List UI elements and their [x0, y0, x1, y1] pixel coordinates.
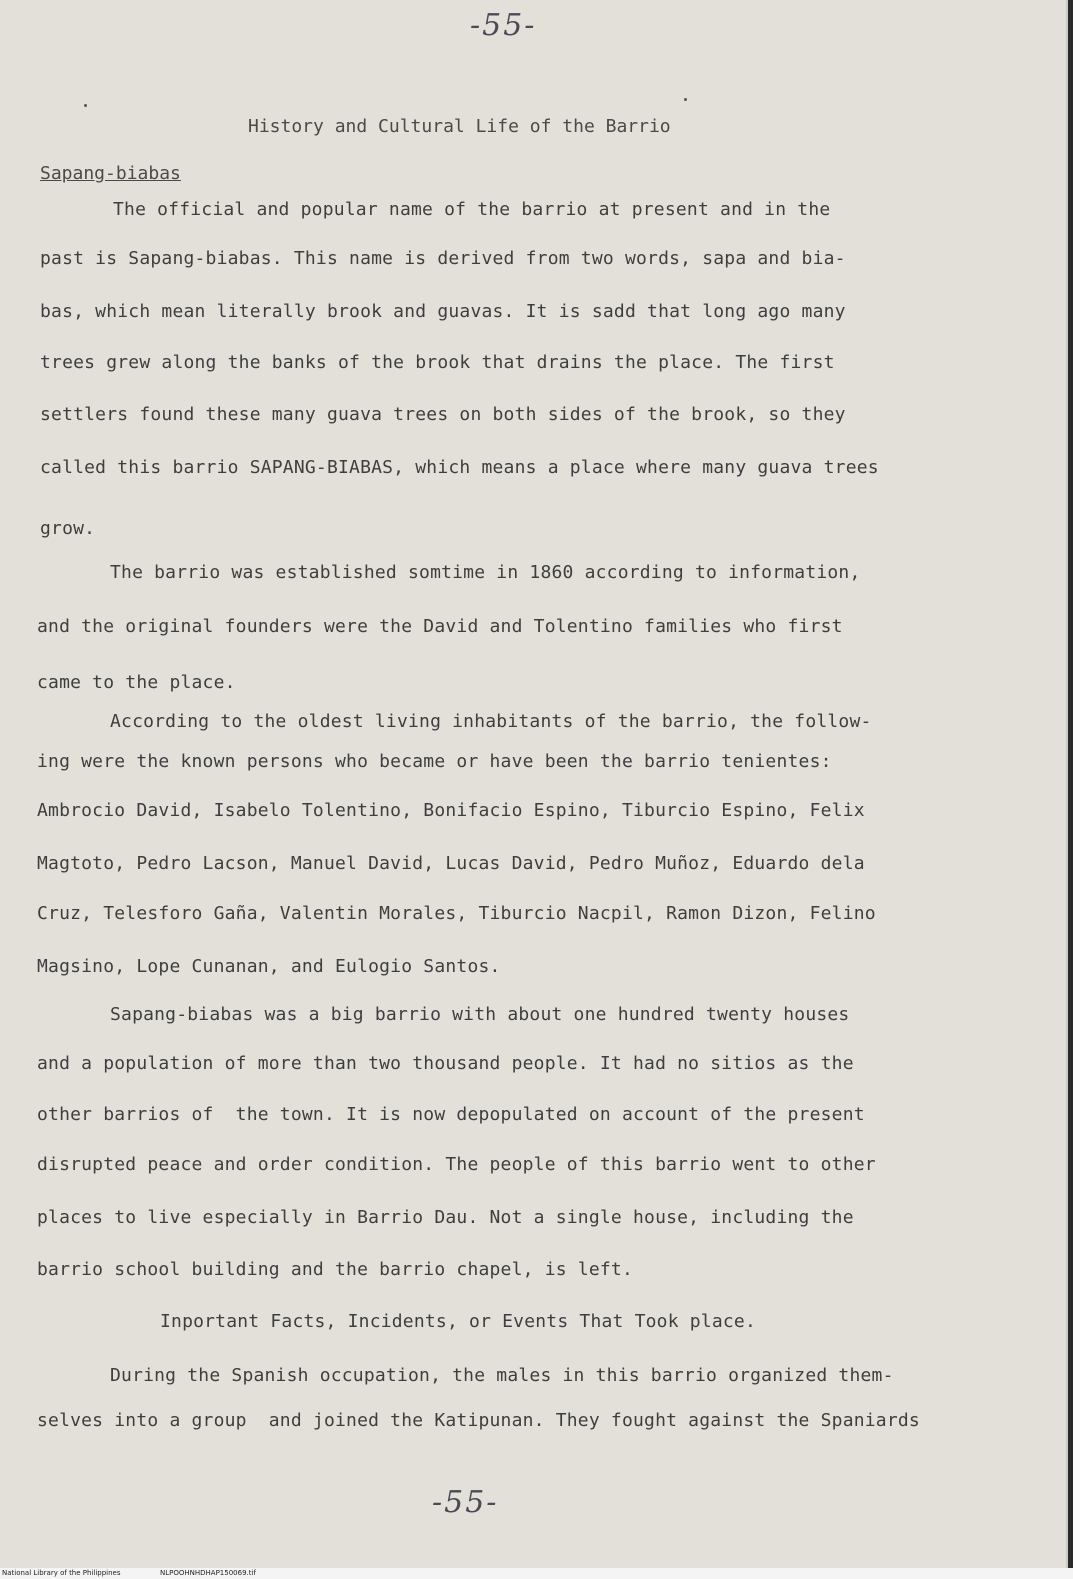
text-line: past is Sapang-biabas. This name is derived from two words, sapa and bia-	[40, 248, 846, 269]
text-line: The barrio was established somtime in 1860 according to information,	[110, 562, 861, 583]
text-line: came to the place.	[37, 672, 236, 693]
text-line: places to live especially in Barrio Dau. Not a single house, including the	[37, 1207, 854, 1228]
text-line: Magtoto, Pedro Lacson, Manuel David, Lucas David, Pedro Muñoz, Eduardo dela	[37, 853, 865, 874]
document-title: History and Cultural Life of the Barrio	[248, 116, 671, 137]
text-line: settlers found these many guava trees on both sides of the brook, so they	[40, 404, 846, 425]
text-line: and a population of more than two thousand people. It had no sitios as the	[37, 1053, 854, 1074]
footer-filename: NLPOOHNHDHAP150069.tif	[160, 1569, 256, 1577]
text-line: The official and popular name of the barrio at present and in the	[113, 199, 831, 220]
text-line: selves into a group and joined the Katipunan. They fought against the Spaniards	[37, 1410, 920, 1431]
text-line: other barrios of the town. It is now depopulated on account of the present	[37, 1104, 865, 1125]
scan-footer	[0, 1568, 1073, 1579]
footer-source: National Library of the Philippines	[2, 1569, 121, 1577]
page-number-bottom: -55-	[432, 1485, 499, 1520]
section-heading: Sapang-biabas	[40, 163, 181, 184]
text-line: During the Spanish occupation, the males in this barrio organized them-	[110, 1365, 894, 1386]
text-line: Ambrocio David, Isabelo Tolentino, Bonifacio Espino, Tiburcio Espino, Felix	[37, 800, 865, 821]
text-line: trees grew along the banks of the brook that drains the place. The first	[40, 352, 835, 373]
page-number-top: -55-	[470, 8, 537, 43]
speck-mark	[84, 104, 87, 107]
text-line: and the original founders were the David and Tolentino families who first	[37, 616, 843, 637]
text-line: Cruz, Telesforo Gaña, Valentin Morales, Tiburcio Nacpil, Ramon Dizon, Felino	[37, 903, 876, 924]
text-line: According to the oldest living inhabitants of the barrio, the follow-	[110, 711, 872, 732]
text-line: grow.	[40, 518, 96, 539]
text-line: ing were the known persons who became or have been the barrio tenientes:	[37, 751, 832, 772]
text-line: called this barrio SAPANG-BIABAS, which means a place where many guava trees	[40, 457, 879, 478]
speck-mark	[684, 98, 687, 101]
text-line: bas, which mean literally brook and guavas. It is sadd that long ago many	[40, 301, 846, 322]
text-line: Sapang-biabas was a big barrio with about one hundred twenty houses	[110, 1004, 850, 1025]
subheading: Inportant Facts, Incidents, or Events That Took place.	[160, 1311, 756, 1332]
text-line: barrio school building and the barrio chapel, is left.	[37, 1259, 633, 1280]
text-line: Magsino, Lope Cunanan, and Eulogio Santos.	[37, 956, 501, 977]
text-line: disrupted peace and order condition. The people of this barrio went to other	[37, 1154, 876, 1175]
